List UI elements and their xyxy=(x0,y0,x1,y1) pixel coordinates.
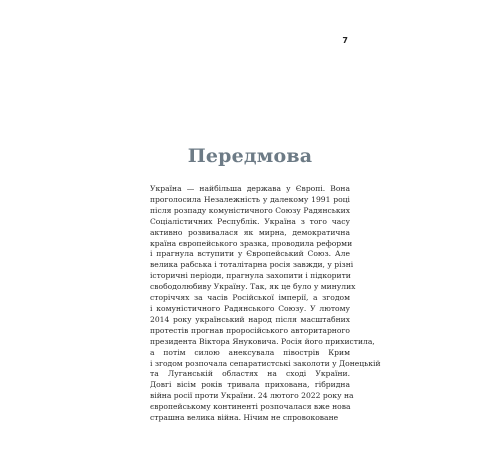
chapter-title: Передмова xyxy=(187,145,313,167)
text-line: і комуністичного Радянського Союзу. У лютому xyxy=(150,303,350,313)
text-line: страшна велика війна. Нічим не спровоковане xyxy=(150,413,339,423)
text-line: європейському континенті розпочалася вже нова xyxy=(150,402,351,412)
text-line: проголосила Незалежність у далекому 1991 році xyxy=(150,194,350,204)
text-line: і прагнула вступити у Європейський Союз. Але xyxy=(150,249,350,259)
text-line: а потім силою анексувала півострів Крим xyxy=(150,347,350,357)
text-line: сторіччях за часів Російської імперії, а згодом xyxy=(150,293,350,303)
text-line: активно розвивалася як мирна, демократична xyxy=(150,227,350,237)
text-line: президента Віктора Януковича. Росія його прихистила, xyxy=(150,336,375,346)
text-line: та Луганській областях на сході України. xyxy=(150,369,350,379)
text-line: 2014 року український народ після масштабних xyxy=(150,314,350,324)
body-paragraph xyxy=(150,184,381,424)
text-line: велика рабська і тоталітарна росія завжди, у різні xyxy=(150,260,354,270)
text-line: війна росії проти України. 24 лютого 2022 року на xyxy=(150,391,354,401)
text-line: Соціалістичних Республік. Україна з того часу xyxy=(150,216,350,226)
text-line: історичні періоди, прагнула захопити і підкорити xyxy=(150,271,351,281)
text-line: після розпаду комуністичного Союзу Радянських xyxy=(150,205,350,215)
text-line: і згодом розпочала сепаратистські заколоти у Донецькій xyxy=(150,358,381,368)
text-line: країна європейського зразка, проводила реформи xyxy=(150,238,353,248)
text-line: протестів прогнав проросійського авторитарного xyxy=(150,325,350,335)
page-number: 7 xyxy=(342,36,348,45)
text-line: свободолюбиву Україну. Так, як це було у минулих xyxy=(150,282,356,292)
text-line: Україна — найбільша держава у Європі. Вона xyxy=(150,184,350,193)
text-line: Довгі вісім років тривала прихована, гібридна xyxy=(150,380,350,390)
